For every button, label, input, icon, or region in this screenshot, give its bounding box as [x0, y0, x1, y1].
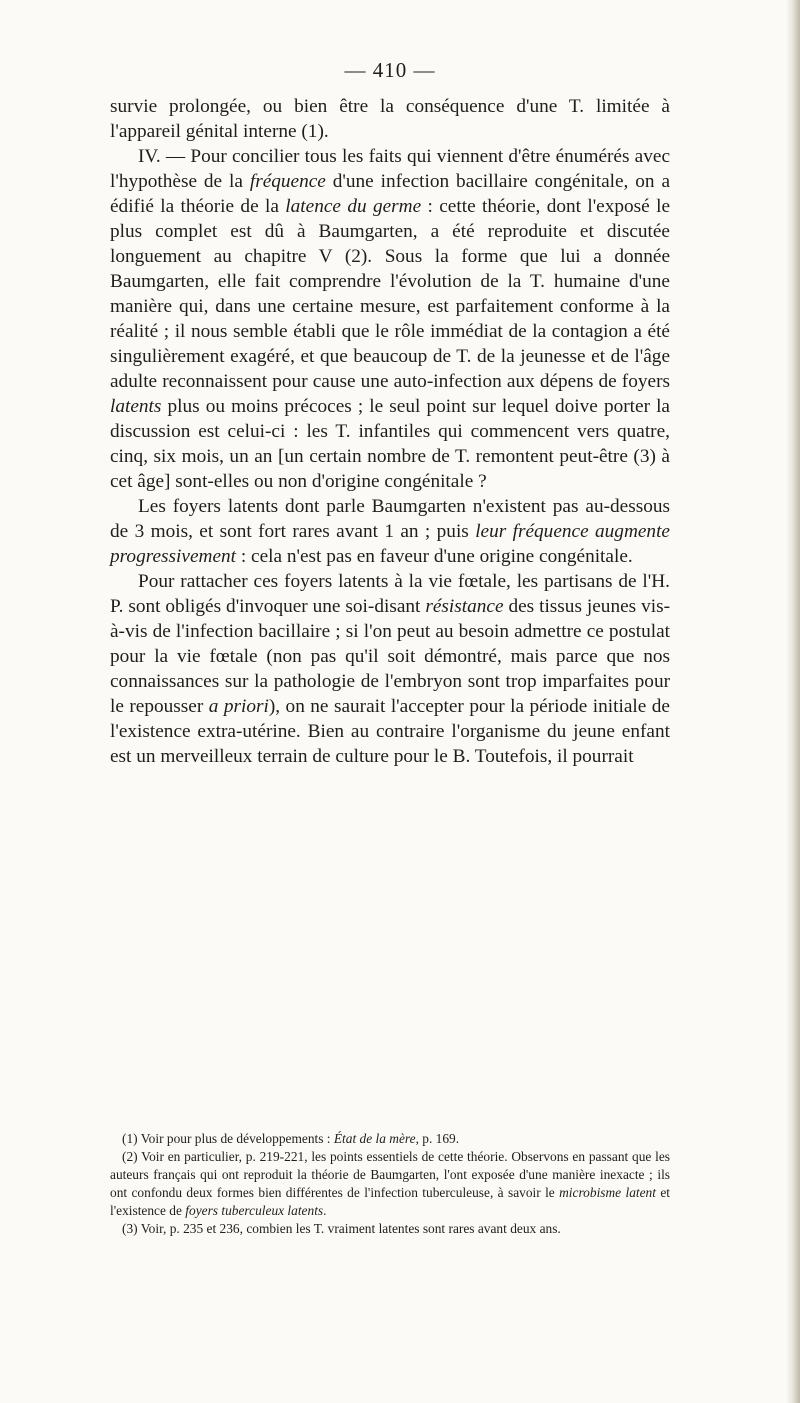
italic-term: microbisme latent — [559, 1185, 656, 1200]
italic-term: foyers tuberculeux latents — [185, 1203, 324, 1218]
text-run: Les foyers latents dont parle Baumgarten n'existent pas au-dessous de 3 mois, et sont fort rares avant 1 an ; puis — [110, 496, 670, 542]
text-run: des tissus jeunes vis-à-vis de l'infection bacillaire ; si l'on peut au besoin admettre ce postulat pour la vie fœtale (non pas qu'il soit démontré, mais parce que nos connaissances sur la pathologie de l'embryon sont trop imparfaites pour le repousser — [110, 596, 670, 717]
italic-term: État de la mère — [333, 1131, 416, 1146]
footnote-3 — [110, 1220, 670, 1238]
text-run: et l'existence de — [110, 1185, 671, 1218]
paragraph-latent-foci — [110, 494, 670, 569]
paragraph-fetal-life — [110, 569, 670, 769]
paragraph-section-iv — [110, 144, 670, 494]
text-run: , p. 169. — [415, 1131, 460, 1146]
italic-term: a priori — [208, 696, 269, 717]
text-run: Pour rattacher ces foyers latents à la vie fœtale, les partisans de l'H. P. sont obligés d'invoquer une soi-disant — [110, 571, 670, 617]
italic-term: latence du germe — [285, 196, 422, 217]
footnotes — [110, 1130, 670, 1238]
text-run: ), on ne saurait l'accepter pour la période initiale de l'existence extra-utérine. Bien au contraire l'organisme du jeune enfant est un merveilleux terrain de culture pour le B. Toutefois, il pourrait — [110, 696, 670, 767]
text-run: survie prolongée, ou bien être la conséquence d'une T. limitée à l'appareil génital interne (1). — [110, 96, 670, 142]
italic-term: résistance — [425, 596, 504, 617]
italic-term: fréquence — [249, 171, 326, 192]
footnote-2 — [110, 1148, 670, 1220]
paragraph-continuation — [110, 94, 670, 144]
text-run: : cette théorie, dont l'exposé le plus complet est dû à Baumgarten, a été reproduite et discutée longuement au chapitre V (2). Sous la forme que lui a donnée Baumgarten, elle fait comprendre l'évolution de la T. humaine d'une manière qui, dans une certaine mesure, est parfaitement conforme à la réalité ; il nous semble établi que le rôle immédiat de la contagion a été singulièrement exagéré, et que beaucoup de T. de la jeunesse et de l'âge adulte reconnaissent pour cause une auto-infection aux dépens de foyers — [110, 196, 671, 392]
page-edge-shadow — [786, 0, 800, 1403]
text-run: d'une infection bacillaire congénitale, on a édifié la théorie de la — [110, 171, 670, 217]
italic-term: leur fréquence augmente progressivement — [110, 521, 670, 567]
text-run: plus ou moins précoces ; le seul point sur lequel doive porter la discussion est celui-ci : les T. infantiles qui commencent vers quatre, cinq, six mois, un an [un certain nombre de T. remontent peut-être (3) à cet âge] sont-elles ou non d'origine congénitale ? — [110, 396, 670, 492]
text-run: (3) Voir, p. 235 et 236, combien les T. vraiment latentes sont rares avant deux ans. — [122, 1221, 561, 1236]
text-run: : cela n'est pas en faveur d'une origine congénitale. — [236, 546, 633, 567]
page-number: — 410 — — [344, 58, 436, 82]
text-run: (1) Voir pour plus de développements : — [122, 1131, 334, 1146]
footnote-1 — [110, 1130, 670, 1148]
text-run: IV. — Pour concilier tous les faits qui viennent d'être énumérés avec l'hypothèse de la — [110, 146, 670, 192]
text-run: . — [323, 1203, 327, 1218]
italic-term: latents — [110, 396, 162, 417]
body-text — [110, 94, 670, 769]
text-run: (2) Voir en particulier, p. 219-221, les points essentiels de cette théorie. Observons en passant que les auteurs français qui ont reproduit la théorie de Baumgarten, l'ont exposée d'une manière inexacte ; ils ont confondu deux formes bien différentes de l'infection tuberculeuse, à savoir le — [110, 1149, 670, 1200]
